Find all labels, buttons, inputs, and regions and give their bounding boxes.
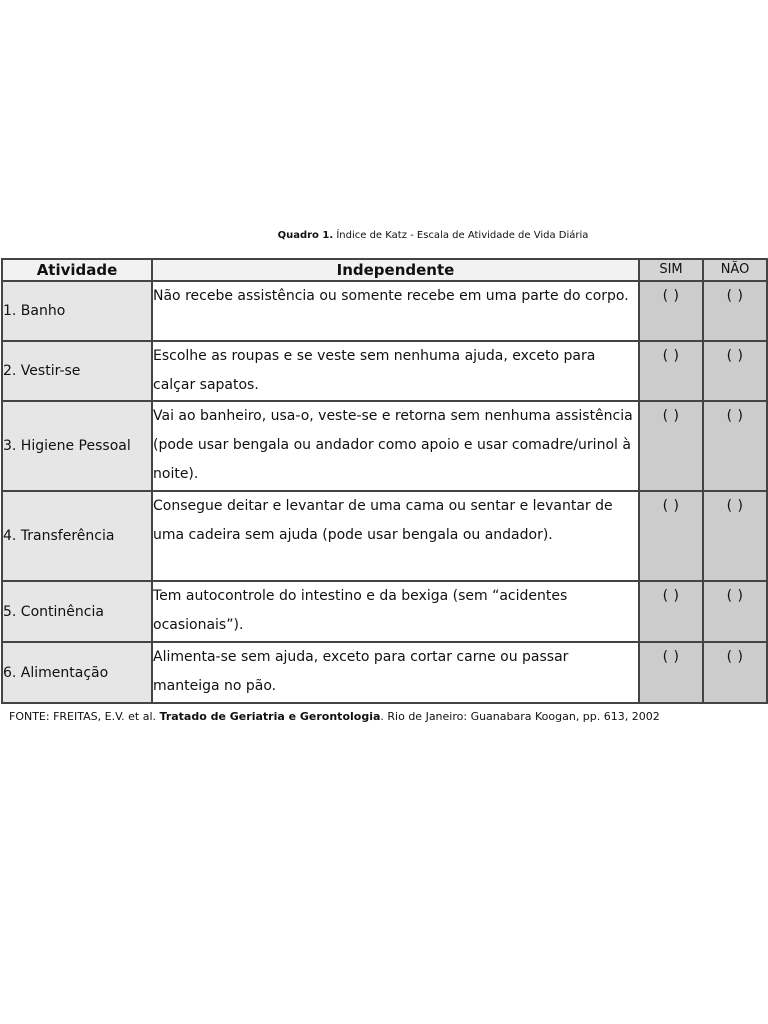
source-prefix: FONTE: FREITAS, E.V. et al. (9, 710, 160, 723)
description-cell: Alimenta-se sem ajuda, exceto para cortar carne ou passar manteiga no pão. (152, 642, 639, 703)
yes-checkbox[interactable]: ( ) (639, 401, 703, 491)
caption-label: Quadro 1. (277, 230, 334, 241)
table-row (2, 642, 767, 703)
source-book-title: Tratado de Geriatria e Gerontologia (159, 710, 381, 723)
header-independent: Independente (152, 259, 639, 281)
table-row (2, 341, 767, 401)
table-row (2, 281, 767, 341)
table-row (2, 491, 767, 581)
yes-checkbox[interactable]: ( ) (639, 281, 703, 341)
activity-cell: 1. Banho (2, 281, 152, 341)
no-checkbox[interactable]: ( ) (703, 281, 767, 341)
table-header-row (2, 259, 767, 281)
table-row (2, 581, 767, 642)
yes-checkbox[interactable]: ( ) (639, 642, 703, 703)
description-cell: Vai ao banheiro, usa-o, veste-se e retorna sem nenhuma assistência (pode usar bengala ou andador como apoio e usar comadre/urinol à noite). (152, 401, 639, 491)
no-checkbox[interactable]: ( ) (703, 581, 767, 642)
source-citation (9, 709, 764, 725)
description-cell: Consegue deitar e levantar de uma cama ou sentar e levantar de uma cadeira sem ajuda (pode usar bengala ou andador). (152, 491, 639, 581)
header-activity: Atividade (2, 259, 152, 281)
yes-checkbox[interactable]: ( ) (639, 581, 703, 642)
activity-cell: 6. Alimentação (2, 642, 152, 703)
no-checkbox[interactable]: ( ) (703, 642, 767, 703)
activity-cell: 3. Higiene Pessoal (2, 401, 152, 491)
description-cell: Escolhe as roupas e se veste sem nenhuma ajuda, exceto para calçar sapatos. (152, 341, 639, 401)
activity-cell: 4. Transferência (2, 491, 152, 581)
table-row (2, 401, 767, 491)
table-caption (0, 229, 768, 243)
activity-cell: 5. Continência (2, 581, 152, 642)
source-suffix: . Rio de Janeiro: Guanabara Koogan, pp. 613, 2002 (380, 710, 660, 723)
no-checkbox[interactable]: ( ) (703, 401, 767, 491)
description-cell: Não recebe assistência ou somente recebe em uma parte do corpo. (152, 281, 639, 341)
header-yes: SIM (639, 259, 703, 281)
header-no: NÃO (703, 259, 767, 281)
no-checkbox[interactable]: ( ) (703, 341, 767, 401)
katz-index-table (1, 258, 768, 704)
description-cell: Tem autocontrole do intestino e da bexiga (sem “acidentes ocasionais”). (152, 581, 639, 642)
activity-cell: 2. Vestir-se (2, 341, 152, 401)
yes-checkbox[interactable]: ( ) (639, 491, 703, 581)
no-checkbox[interactable]: ( ) (703, 491, 767, 581)
yes-checkbox[interactable]: ( ) (639, 341, 703, 401)
caption-title: Índice de Katz - Escala de Atividade de Vida Diária (336, 230, 589, 241)
